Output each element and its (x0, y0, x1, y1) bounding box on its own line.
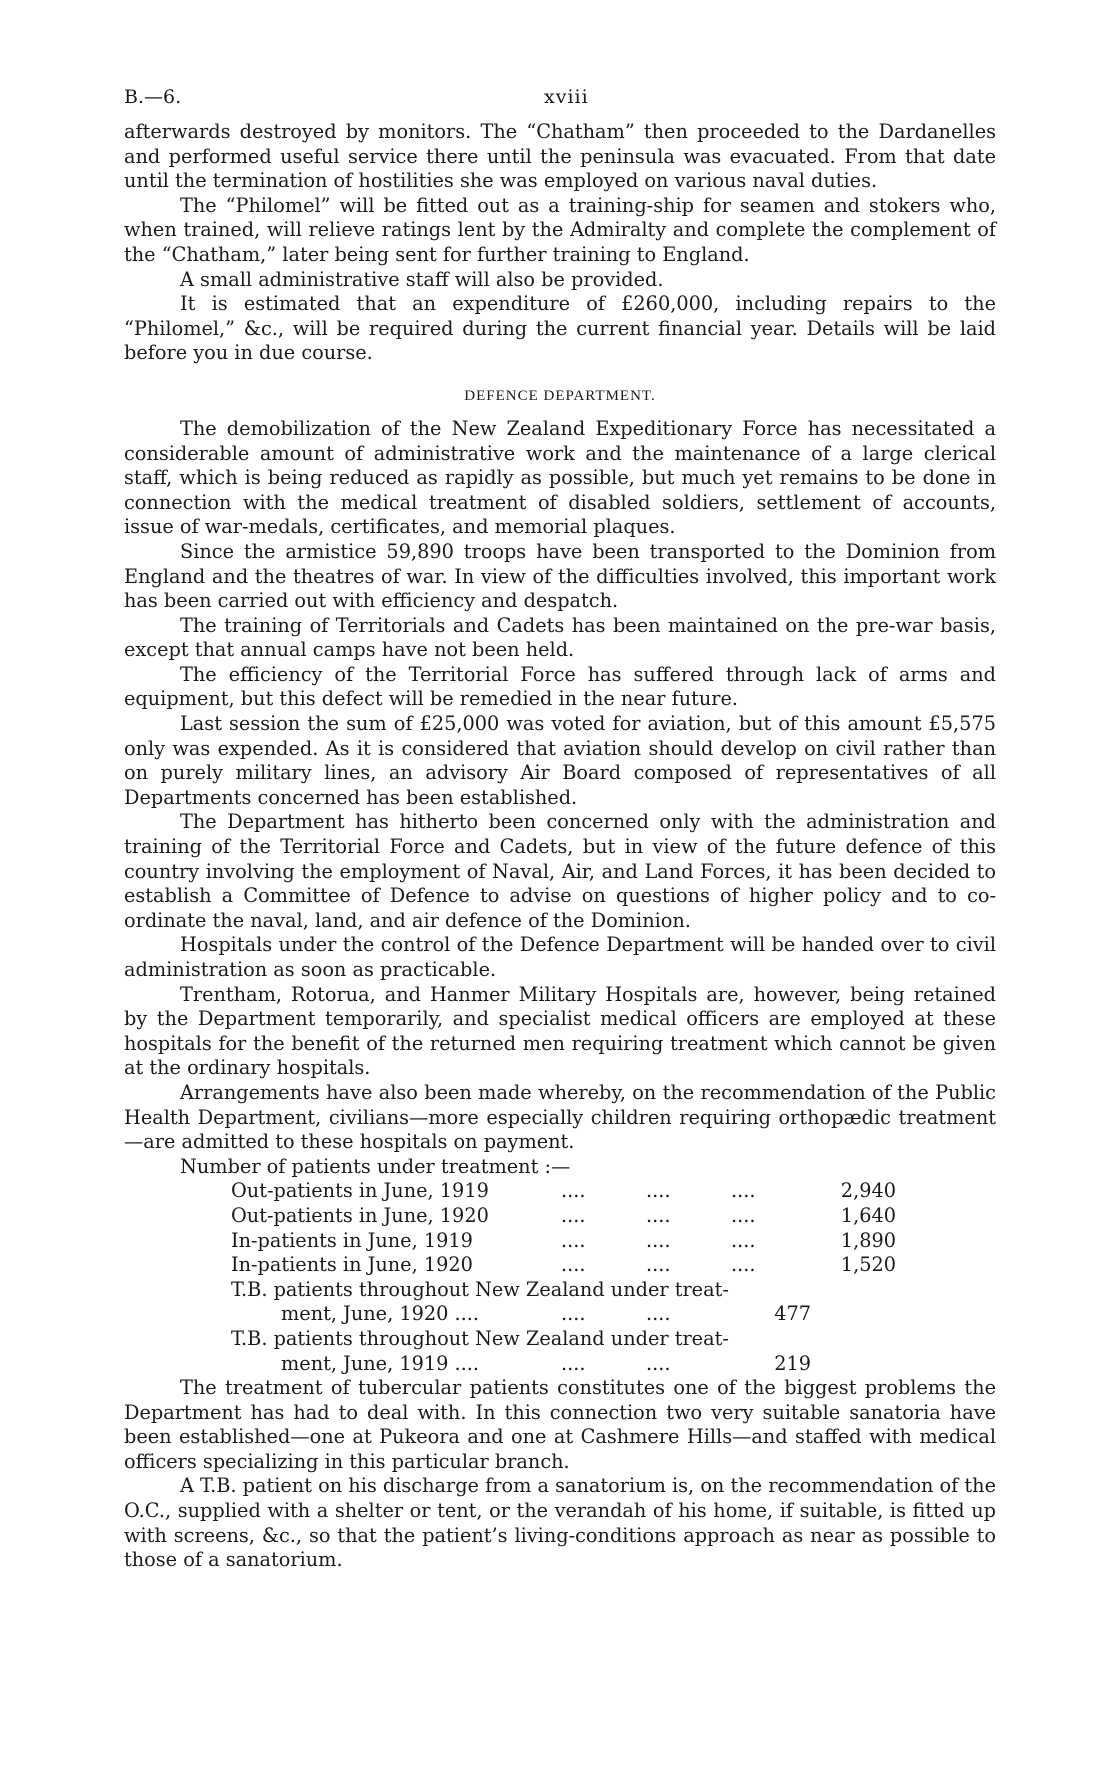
stat-value: 477 (774, 1302, 811, 1326)
page-number: xviii (544, 86, 589, 108)
stat-row (124, 1253, 996, 1278)
stat-row-multiline (124, 1327, 996, 1376)
stat-value: 1,520 (840, 1253, 896, 1277)
leader-dots: .... (646, 1228, 671, 1252)
section-paragraph: Arrangements have also been made whereby, on the recommendation of the Public Health Department, civilians—more especially children requiring orthopædic treatment—are admitted to these hospitals on payment. (124, 1080, 996, 1154)
stats-intro: Number of patients under treatment :— (180, 1154, 571, 1178)
section-paragraph: The Department has hitherto been concerned only with the administration and training of the Territorial Force and Cadets, but in view of the future defence of this country involving the employment of Naval, Air, and Land Forces, it has been decided to establish a Committee of Defence to advise on questions of higher policy and to co-ordinate the naval, land, and air defence of the Dominion. (124, 810, 996, 932)
leader-dots: .... (646, 1253, 671, 1277)
stat-value: 1,890 (840, 1228, 896, 1252)
section-paragraph: The efficiency of the Territorial Force has suffered through lack of arms and equipment, but this defect will be remedied in the near future. (124, 662, 996, 711)
section-paragraph: Hospitals under the control of the Defence Department will be handed over to civil administration as soon as practicable. (124, 933, 996, 981)
leader-dots: .... (731, 1228, 756, 1252)
leader-dots: .... (646, 1203, 671, 1227)
stat-label: Out-patients in June, 1919 (231, 1179, 489, 1203)
document-page (124, 86, 996, 1573)
intro-paragraph: A small administrative staff will also be provided. (180, 267, 664, 291)
stat-label: T.B. patients throughout New Zealand under treat- (231, 1326, 729, 1350)
stat-row (124, 1179, 996, 1204)
intro-paragraph: The “Philomel” will be fitted out as a training-ship for seamen and stokers who, when trained, will relieve ratings lent by the Admiralty and complete the complement of the “Chatham,” later being sent for further training to England. (124, 193, 996, 266)
leader-dots: .... (561, 1253, 586, 1277)
stat-value: 219 (774, 1351, 811, 1375)
section-paragraph: Trentham, Rotorua, and Hanmer Military Hospitals are, however, being retained by the Department temporarily, and specialist medical officers are employed at these hospitals for the benefit of the returned men requiring treatment which cannot be given at the ordinary hospitals. (124, 982, 996, 1080)
leader-dots: .... (561, 1179, 586, 1203)
stat-label: In-patients in June, 1919 (231, 1228, 473, 1252)
closing-paragraph: A T.B. patient on his discharge from a sanatorium is, on the recommendation of the O.C., supplied with a shelter or tent, or the verandah of his home, if suitable, is fitted up with screens, &c., so that the patient’s living-conditions approach as near as possible to those of a sanatorium. (124, 1474, 996, 1572)
section-paragraph: The training of Territorials and Cadets has been maintained on the pre-war basis, except that annual camps have not been held. (124, 613, 996, 662)
leader-dots: .... (646, 1351, 671, 1375)
stat-row (124, 1204, 996, 1229)
stat-label: Out-patients in June, 1920 (231, 1203, 489, 1227)
stat-label-continuation: ment, June, 1919 .... (281, 1351, 480, 1375)
leader-dots: .... (731, 1179, 756, 1203)
intro-paragraph: It is estimated that an expenditure of £260,000, including repairs to the “Philomel,” &c., will be required during the current financial year. Details will be laid before you in due course. (124, 292, 996, 365)
section-heading: DEFENCE DEPARTMENT. (464, 387, 656, 404)
page-header (124, 86, 996, 120)
stat-row-multiline (124, 1278, 996, 1327)
leader-dots: .... (561, 1351, 586, 1375)
section-paragraph: Last session the sum of £25,000 was voted for aviation, but of this amount £5,575 only was expended. As it is considered that aviation should develop on civil rather than on purely military lines, an advisory Air Board composed of representatives of all Departments concerned has been established. (124, 712, 996, 809)
leader-dots: .... (561, 1203, 586, 1227)
leader-dots: .... (731, 1203, 756, 1227)
stat-label-continuation: ment, June, 1920 .... (281, 1302, 480, 1326)
stat-label: T.B. patients throughout New Zealand under treat- (231, 1277, 729, 1301)
stat-label: In-patients in June, 1920 (231, 1253, 473, 1277)
stat-value: 1,640 (840, 1203, 896, 1227)
leader-dots: .... (561, 1302, 586, 1326)
section-paragraph: Since the armistice 59,890 troops have been transported to the Dominion from England and the theatres of war. In view of the difficulties involved, this important work has been carried out with efficiency and despatch. (124, 539, 996, 613)
leader-dots: .... (561, 1228, 586, 1252)
leader-dots: .... (731, 1253, 756, 1277)
closing-paragraph: The treatment of tubercular patients constitutes one of the biggest problems the Department has had to deal with. In this connection two very suitable sanatoria have been established—one at Pukeora and one at Cashmere Hills—and staffed with medical officers specializing in this particular branch. (124, 1376, 996, 1473)
stat-row (124, 1229, 996, 1254)
patient-statistics-list (124, 1179, 996, 1376)
stat-value: 2,940 (840, 1179, 896, 1203)
leader-dots: .... (646, 1302, 671, 1326)
document-reference: B.—6. (124, 86, 182, 108)
leader-dots: .... (646, 1179, 671, 1203)
section-paragraph: The demobilization of the New Zealand Expeditionary Force has necessitated a considerable amount of administrative work and the maintenance of a large clerical staff, which is being reduced as rapidly as possible, but much yet remains to be done in connection with the medical treatment of disabled soldiers, settlement of accounts, issue of war-medals, certificates, and memorial plaques. (124, 416, 996, 539)
intro-paragraph: afterwards destroyed by monitors. The “Chatham” then proceeded to the Dardanelles and performed useful service there until the peninsula was evacuated. From that date until the termination of hostilities she was employed on various naval duties. (124, 120, 996, 193)
